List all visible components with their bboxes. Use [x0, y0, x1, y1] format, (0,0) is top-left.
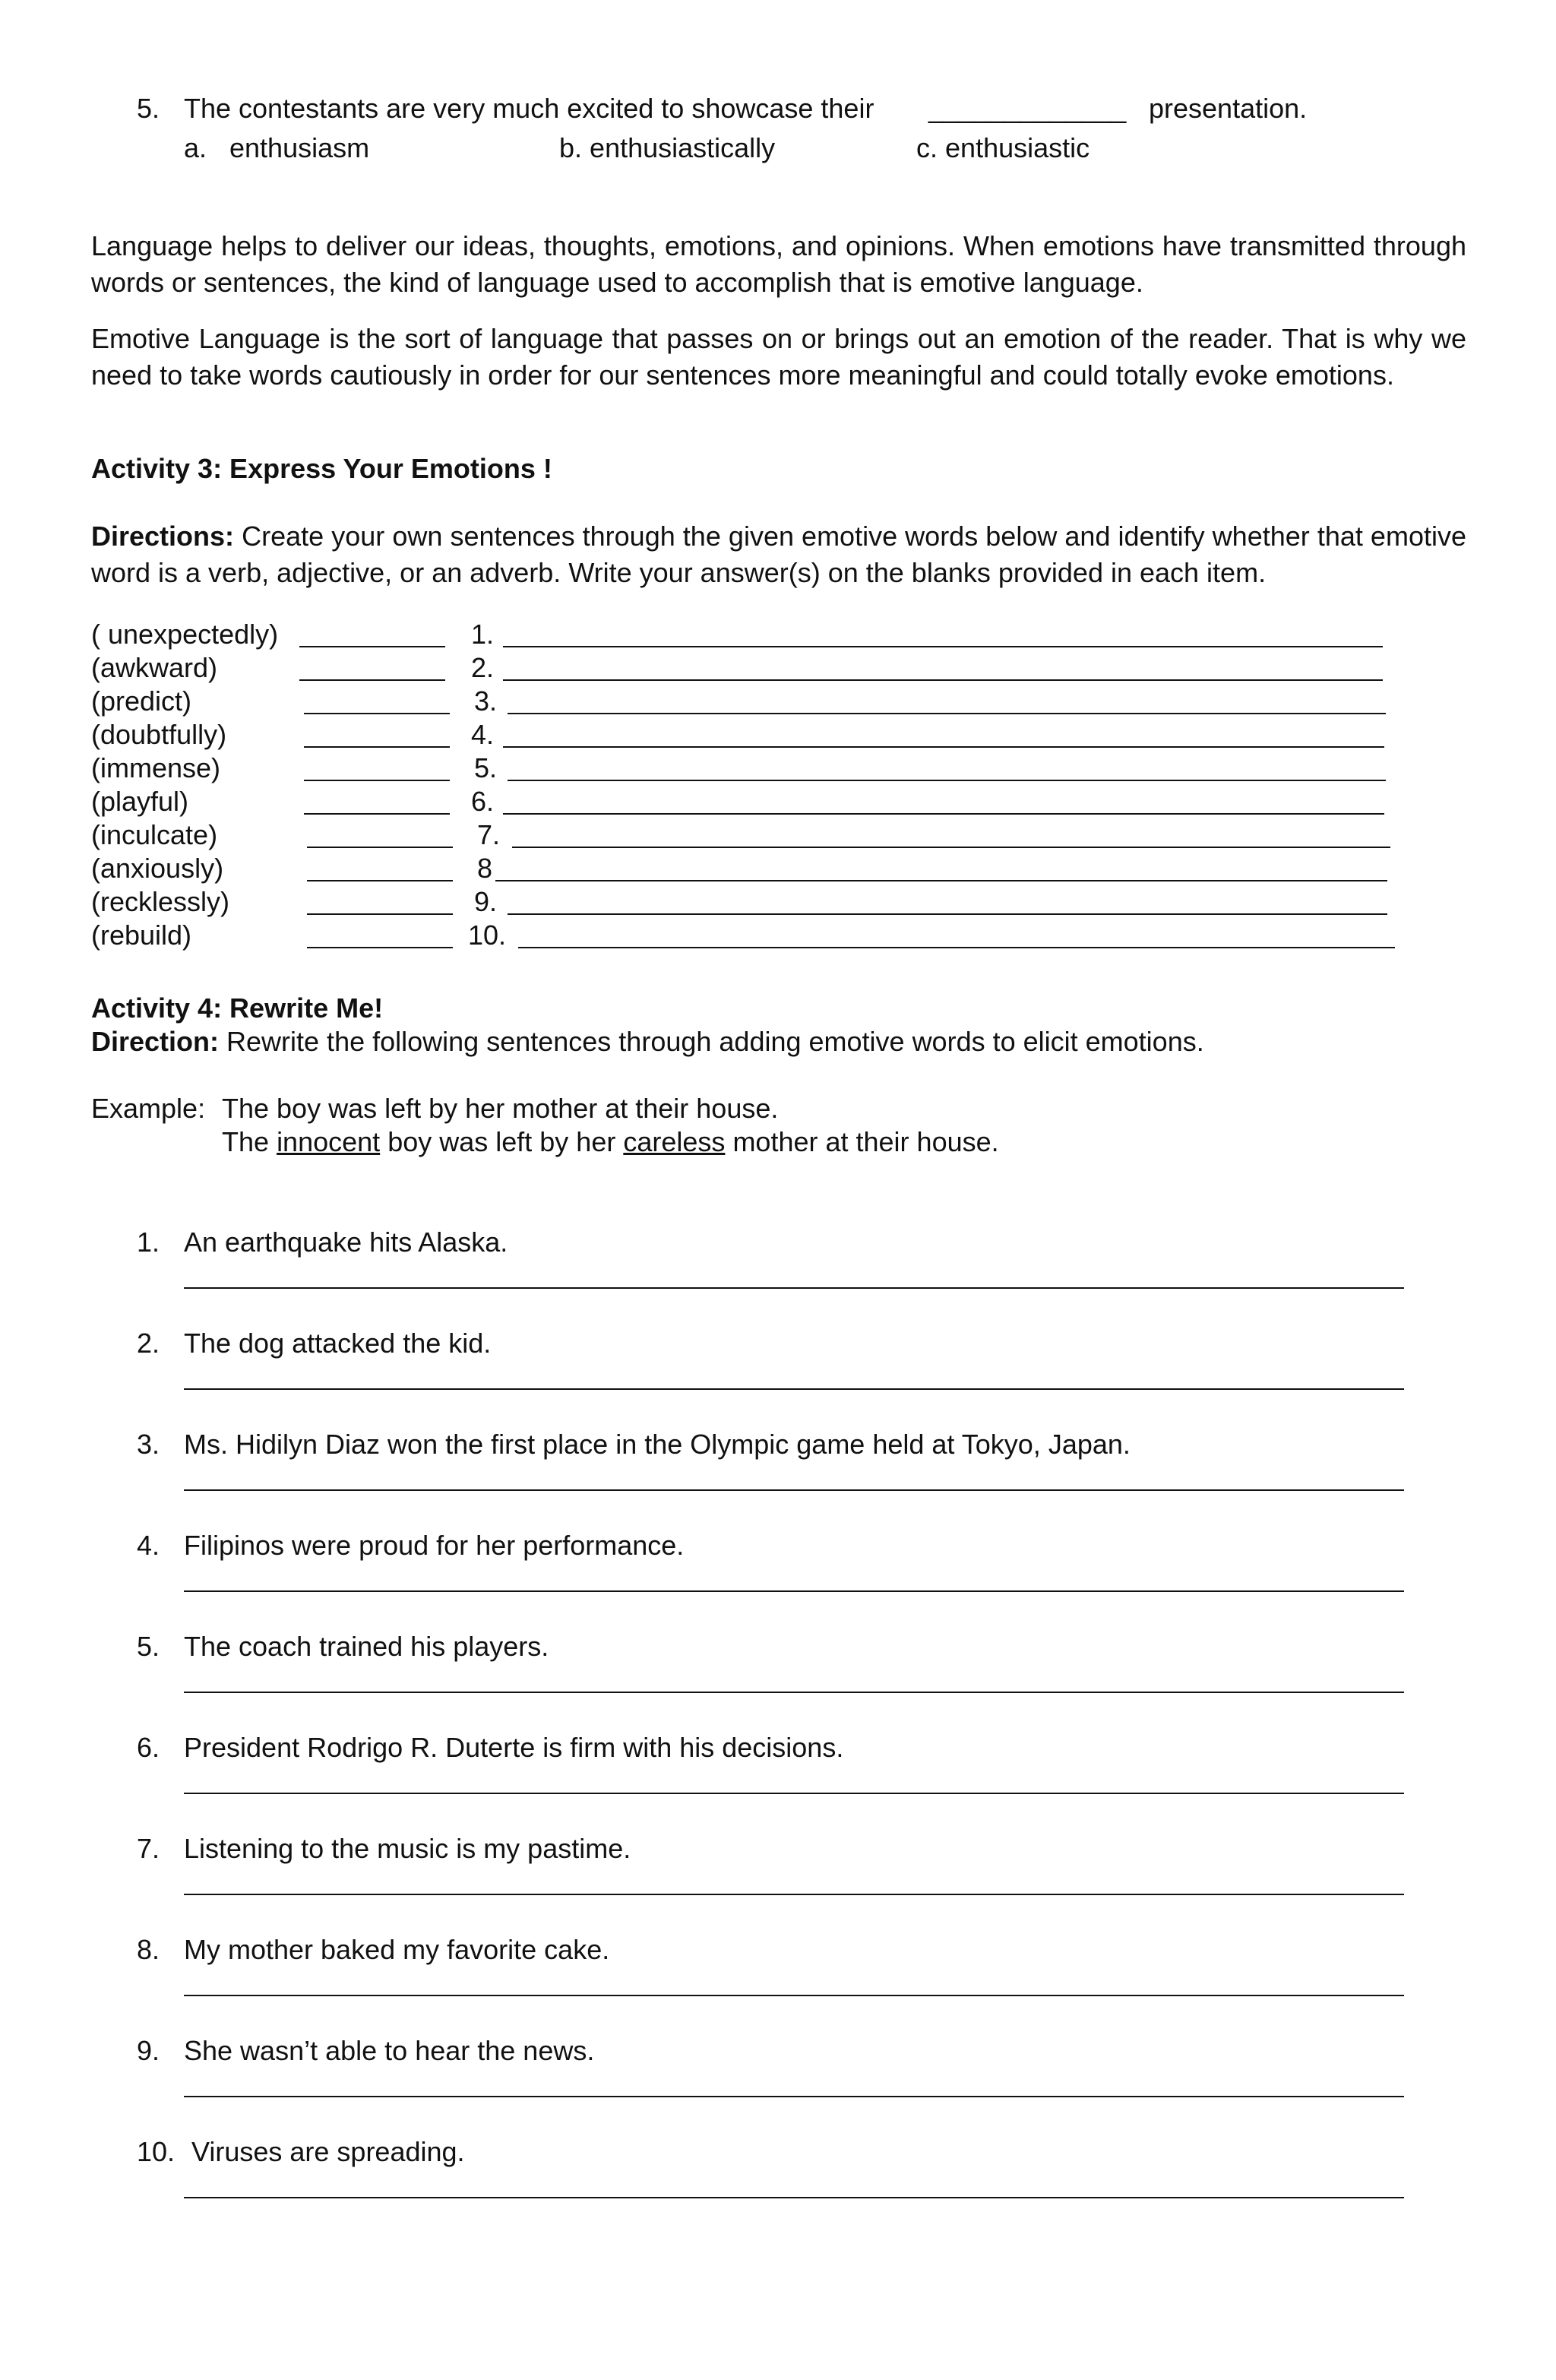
activity3-item-number: 5. [474, 752, 498, 783]
rewrite-answer-line[interactable] [184, 1894, 1404, 1895]
activity4-item-number: 4. [137, 1530, 160, 1561]
activity4-sentence: My mother baked my favorite cake. [184, 1934, 610, 1965]
activity4-sentence: Filipinos were proud for her performance. [184, 1530, 685, 1561]
word-type-blank[interactable] [304, 780, 450, 781]
activity3-emotive-word: (recklessly) [91, 886, 230, 917]
activity4-item-number: 9. [137, 2035, 160, 2066]
rewrite-answer-line[interactable] [184, 1287, 1404, 1289]
word-type-blank[interactable] [299, 679, 445, 681]
sentence-answer-line[interactable] [503, 746, 1384, 748]
q5-text-before: The contestants are very much excited to showcase their [184, 93, 874, 124]
rewrite-answer-line[interactable] [184, 2096, 1404, 2097]
activity4-sentence: Viruses are spreading. [191, 2136, 465, 2167]
example-emotive-word-2: careless [623, 1126, 726, 1157]
activity3-emotive-word: (awkward) [91, 652, 218, 683]
q5-number: 5. [137, 93, 160, 124]
sentence-answer-line[interactable] [518, 947, 1395, 948]
intro-paragraph-2: Emotive Language is the sort of language that passes on or brings out an emotion of the reader. That is why we need to take words cautiously in order for our sentences more meaningful and could totally evoke emotions. [91, 323, 1466, 391]
activity3-item-number: 4. [471, 719, 495, 750]
activity3-directions: Directions: Create your own sentences through the given emotive words below and identify whether that emotive word is a verb, adjective, or an adverb. Write your answer(s) on the blanks provided in each item. [91, 521, 1466, 588]
activity3-item-number: 9. [474, 886, 498, 917]
sentence-answer-line[interactable] [503, 679, 1383, 681]
rewrite-answer-line[interactable] [184, 1793, 1404, 1794]
activity4-sentence: She wasn’t able to hear the news. [184, 2035, 595, 2066]
rewrite-answer-line[interactable] [184, 1590, 1404, 1592]
activity3-emotive-word: (inculcate) [91, 819, 218, 850]
activity3-emotive-word: (rebuild) [91, 919, 192, 951]
activity3-item-number: 2. [471, 652, 495, 683]
activity3-item-number: 1. [471, 619, 495, 650]
sentence-answer-line[interactable] [503, 646, 1383, 647]
activity4-item-number: 3. [137, 1429, 160, 1460]
sentence-answer-line[interactable] [508, 780, 1386, 781]
word-type-blank[interactable] [304, 713, 450, 714]
word-type-blank[interactable] [299, 646, 445, 647]
activity4-item-number: 8. [137, 1934, 160, 1965]
activity3-title: Activity 3: Express Your Emotions ! [91, 453, 552, 484]
example-label: Example: [91, 1093, 206, 1124]
activity3-emotive-word: (playful) [91, 786, 189, 817]
activity4-sentence: President Rodrigo R. Duterte is firm with his decisions. [184, 1732, 844, 1763]
activity4-item-number: 10. [137, 2136, 176, 2167]
example-original-sentence: The boy was left by her mother at their house. [222, 1093, 779, 1124]
q5-option-c: c. enthusiastic [916, 132, 1090, 163]
activity4-item-number: 5. [137, 1631, 160, 1662]
rewrite-answer-line[interactable] [184, 1995, 1404, 1996]
activity4-sentence: Ms. Hidilyn Diaz won the first place in the Olympic game held at Tokyo, Japan. [184, 1429, 1131, 1460]
word-type-blank[interactable] [304, 813, 450, 815]
activity4-title: Activity 4: Rewrite Me! [91, 992, 384, 1024]
activity3-item-number: 7. [477, 819, 501, 850]
q5-blank: _____________ [928, 93, 1127, 124]
activity3-emotive-word: (anxiously) [91, 853, 224, 884]
word-type-blank[interactable] [307, 847, 453, 848]
sentence-answer-line[interactable] [508, 913, 1387, 915]
rewrite-answer-line[interactable] [184, 1388, 1404, 1390]
activity3-emotive-word: (doubtfully) [91, 719, 227, 750]
rewrite-answer-line[interactable] [184, 2197, 1404, 2198]
activity4-item-number: 1. [137, 1226, 160, 1258]
q5-option-b: b. enthusiastically [559, 132, 776, 163]
activity4-sentence: The dog attacked the kid. [184, 1328, 492, 1359]
rewrite-answer-line[interactable] [184, 1692, 1404, 1693]
activity3-item-number: 6. [471, 786, 495, 817]
q5-option-a-letter: a. [184, 132, 207, 163]
q5-option-a: enthusiasm [229, 132, 370, 163]
sentence-answer-line[interactable] [495, 880, 1387, 881]
word-type-blank[interactable] [307, 947, 453, 948]
sentence-answer-line[interactable] [503, 813, 1384, 815]
q5-text-after: presentation. [1149, 93, 1308, 124]
activity3-item-number: 8 [477, 853, 493, 884]
intro-paragraph-1: Language helps to deliver our ideas, thoughts, emotions, and opinions. When emotions have transmitted through words or sentences, the kind of language used to accomplish that is emotive language. [91, 230, 1466, 298]
activity4-item-number: 2. [137, 1328, 160, 1359]
activity3-item-number: 3. [474, 685, 498, 717]
activity4-item-number: 7. [137, 1833, 160, 1864]
activity3-item-number: 10. [468, 919, 507, 951]
activity3-emotive-word: (predict) [91, 685, 192, 717]
example-emotive-word-1: innocent [277, 1126, 381, 1157]
word-type-blank[interactable] [307, 913, 453, 915]
example-rewritten-sentence: The innocent boy was left by her careless mother at their house. [222, 1126, 999, 1157]
activity4-sentence: The coach trained his players. [184, 1631, 549, 1662]
activity3-emotive-word: (immense) [91, 752, 221, 783]
activity3-emotive-word: ( unexpectedly) [91, 619, 279, 650]
sentence-answer-line[interactable] [512, 847, 1390, 848]
activity4-sentence: An earthquake hits Alaska. [184, 1226, 508, 1258]
activity4-item-number: 6. [137, 1732, 160, 1763]
sentence-answer-line[interactable] [508, 713, 1386, 714]
word-type-blank[interactable] [307, 880, 453, 881]
activity4-sentence: Listening to the music is my pastime. [184, 1833, 631, 1864]
rewrite-answer-line[interactable] [184, 1489, 1404, 1491]
activity4-direction: Direction: Rewrite the following sentences through adding emotive words to elicit emotions. [91, 1026, 1204, 1057]
word-type-blank[interactable] [304, 746, 450, 748]
